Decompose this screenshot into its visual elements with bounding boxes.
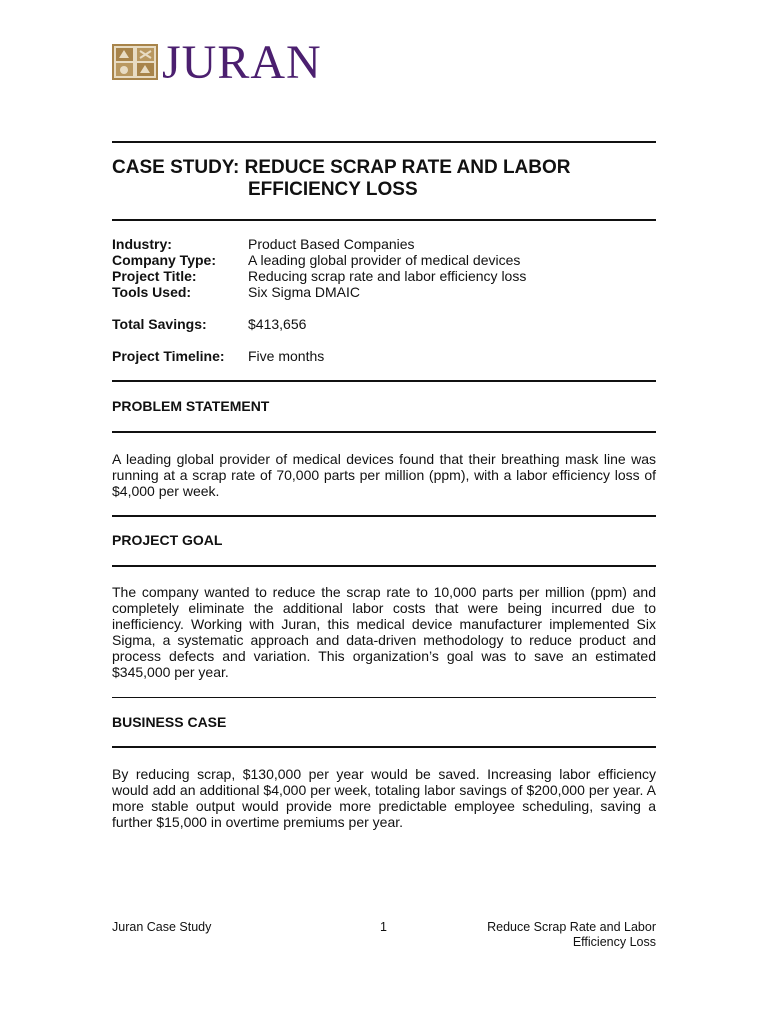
- goal-divider: [112, 697, 656, 698]
- problem-statement-heading: PROBLEM STATEMENT: [112, 398, 270, 414]
- title-divider: [112, 219, 656, 221]
- page-number: 1: [380, 920, 387, 934]
- juran-logo-icon: [112, 44, 158, 80]
- industry-value: Product Based Companies: [248, 236, 415, 252]
- company-type-label: Company Type:: [112, 252, 216, 268]
- problem-statement-text: A leading global provider of medical devices found that their breathing mask line was running at a scrap rate of 70,000 parts per million (ppm), with a labor efficiency loss of $4,000 per week.: [112, 451, 656, 499]
- case-study-title-line2: EFFICIENCY LOSS: [248, 179, 418, 200]
- goal-heading-divider: [112, 565, 656, 567]
- business-case-text: By reducing scrap, $130,000 per year would be saved. Increasing labor efficiency would add an additional $4,000 per week, totaling labor savings of $200,000 per year. A more stable output would provide more predictable employee scheduling, saving a further $15,000 in overtime premiums per year.: [112, 766, 656, 830]
- meta-divider: [112, 380, 656, 382]
- business-case-heading: BUSINESS CASE: [112, 714, 227, 730]
- tools-used-value: Six Sigma DMAIC: [248, 284, 361, 300]
- project-title-label: Project Title:: [112, 268, 197, 284]
- footer-left: Juran Case Study: [112, 920, 212, 934]
- footer-right-line1: Reduce Scrap Rate and Labor: [487, 920, 656, 934]
- project-timeline-value: Five months: [248, 348, 325, 364]
- project-timeline-label: Project Timeline:: [112, 348, 225, 364]
- tools-used-label: Tools Used:: [112, 284, 192, 300]
- total-savings-value: $413,656: [248, 316, 307, 332]
- footer-right: [487, 920, 656, 950]
- company-type-value: A leading global provider of medical devices: [248, 252, 521, 268]
- project-goal-heading: PROJECT GOAL: [112, 532, 223, 548]
- project-goal-text: The company wanted to reduce the scrap rate to 10,000 parts per million (ppm) and completely eliminate the additional labor costs that were being incurred due to inefficiency. Working with Juran, this medical device manufacturer implemented Six Sigma, a systematic approach and data-driven methodology to reduce product and process defects and variation. This organization’s goal was to save an estimated $345,000 per year.: [112, 584, 656, 680]
- juran-wordmark: JURAN: [162, 36, 322, 89]
- problem-heading-divider: [112, 431, 656, 433]
- total-savings-label: Total Savings:: [112, 316, 207, 332]
- problem-divider: [112, 515, 656, 517]
- header-divider: [112, 141, 656, 143]
- case-study-title-line1: CASE STUDY: REDUCE SCRAP RATE AND LABOR: [112, 157, 571, 178]
- project-title-value: Reducing scrap rate and labor efficiency loss: [248, 268, 527, 284]
- business-heading-divider: [112, 746, 656, 748]
- footer-right-line2: Efficiency Loss: [572, 935, 656, 949]
- industry-label: Industry:: [112, 236, 172, 252]
